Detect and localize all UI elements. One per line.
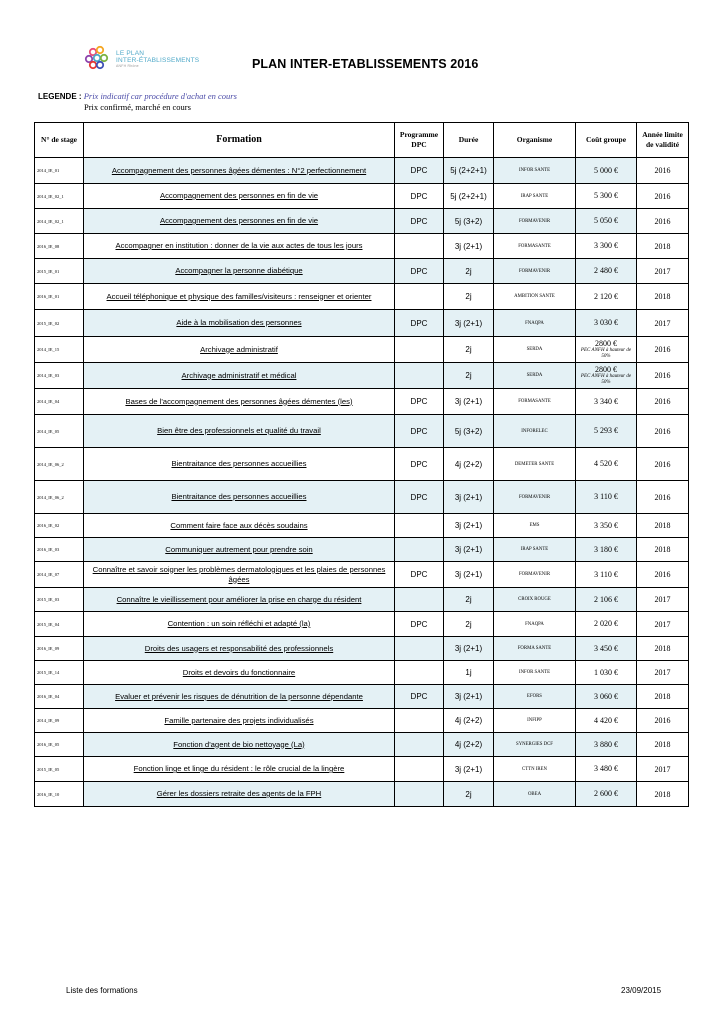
cell-formation: Accompagnement des personnes en fin de vie: [84, 209, 395, 234]
cell-annee: 2016: [637, 415, 689, 448]
header-cout: Coût groupe: [576, 123, 637, 158]
cell-programme: [395, 337, 444, 363]
cell-formation: Accompagnement des personnes âgées démentes : N°2 perfectionnement: [84, 158, 395, 184]
cell-organisme: OBEA: [494, 782, 576, 807]
cell-annee: 2018: [637, 284, 689, 310]
cell-annee: 2018: [637, 538, 689, 562]
cell-organisme: SERDA: [494, 363, 576, 389]
cell-programme: [395, 234, 444, 259]
table-row: [35, 259, 689, 284]
cell-formation: Accompagner en institution : donner de la vie aux actes de tous les jours: [84, 234, 395, 259]
cost-value: 4 420 €: [594, 715, 618, 725]
table-row: [35, 209, 689, 234]
cell-duree: 3j (2+1): [444, 514, 494, 538]
cell-code: 2014_IE_01: [35, 158, 84, 184]
cell-duree: 3j (2+1): [444, 562, 494, 588]
cost-value: 3 030 €: [594, 318, 618, 327]
cost-value: 3 110 €: [594, 569, 618, 579]
cell-programme: [395, 733, 444, 757]
cell-cout: [576, 757, 637, 782]
cell-formation: Accompagner la personne diabétique: [84, 259, 395, 284]
cell-formation: Bien être des professionnels et qualité du travail: [84, 415, 395, 448]
cell-programme: DPC: [395, 481, 444, 514]
cell-organisme: FORMASANTE: [494, 234, 576, 259]
cost-value: 5 000 €: [594, 165, 618, 175]
legend: [38, 91, 237, 112]
cell-duree: 3j (2+1): [444, 310, 494, 337]
cell-duree: 3j (2+1): [444, 538, 494, 562]
cell-code: 2015_IE_02: [35, 310, 84, 337]
cell-duree: 4j (2+2): [444, 709, 494, 733]
cost-value: 3 350 €: [594, 520, 618, 530]
cell-annee: 2018: [637, 782, 689, 807]
table-row: [35, 481, 689, 514]
cell-annee: 2018: [637, 685, 689, 709]
table-row: [35, 310, 689, 337]
cell-programme: [395, 538, 444, 562]
cell-programme: [395, 661, 444, 685]
cost-value: 3 880 €: [594, 739, 618, 749]
cell-code: 2016_IE_08: [35, 234, 84, 259]
cost-value: 5 293 €: [594, 426, 618, 435]
cell-formation: Archivage administratif et médical: [84, 363, 395, 389]
cell-duree: 3j (2+1): [444, 481, 494, 514]
cell-programme: [395, 284, 444, 310]
cell-cout: [576, 733, 637, 757]
cell-duree: 2j: [444, 612, 494, 637]
table-row: [35, 448, 689, 481]
cost-value: 2 120 €: [594, 291, 618, 301]
cell-code: 2014_IE_06_2: [35, 448, 84, 481]
table-row: [35, 637, 689, 661]
cell-code: 2016_IE_09: [35, 637, 84, 661]
cell-organisme: INFOR SANTE: [494, 158, 576, 184]
cell-programme: [395, 757, 444, 782]
cost-note: PEC ANFH à hauteur de 50%: [580, 347, 632, 359]
cell-organisme: FORMAVENIR: [494, 209, 576, 234]
cell-cout: [576, 310, 637, 337]
cell-code: 2016_IE_10: [35, 782, 84, 807]
cell-programme: DPC: [395, 562, 444, 588]
cell-duree: 3j (2+1): [444, 389, 494, 415]
cell-annee: 2016: [637, 481, 689, 514]
cell-organisme: IRAP SANTE: [494, 184, 576, 209]
cell-formation: Bases de l'accompagnement des personnes âgées démentes (les): [84, 389, 395, 415]
cell-programme: DPC: [395, 259, 444, 284]
cell-cout: [576, 415, 637, 448]
table-row: [35, 757, 689, 782]
table-row: [35, 782, 689, 807]
cell-duree: 5j (3+2): [444, 415, 494, 448]
cell-formation: Comment faire face aux décès soudains: [84, 514, 395, 538]
cell-code: 2015_IE_14: [35, 661, 84, 685]
cost-value: 2 106 €: [594, 594, 618, 604]
cell-cout: [576, 514, 637, 538]
cell-annee: 2017: [637, 661, 689, 685]
cell-programme: DPC: [395, 389, 444, 415]
header-organisme: Organisme: [494, 123, 576, 158]
cell-annee: 2016: [637, 709, 689, 733]
cell-duree: 2j: [444, 259, 494, 284]
cell-formation: Communiquer autrement pour prendre soin: [84, 538, 395, 562]
cell-annee: 2017: [637, 612, 689, 637]
cell-cout: [576, 284, 637, 310]
logo-line3: ANFH Rhône: [116, 64, 139, 68]
cost-value: 3 340 €: [594, 396, 618, 406]
cost-value: 2 020 €: [594, 619, 618, 628]
cell-annee: 2017: [637, 310, 689, 337]
cell-programme: [395, 709, 444, 733]
cell-formation: Connaître le vieillissement pour améliorer la prise en charge du résident: [84, 588, 395, 612]
cell-cout: [576, 538, 637, 562]
cell-code: 2014_IE_02_1: [35, 209, 84, 234]
cell-cout: [576, 588, 637, 612]
table-row: [35, 685, 689, 709]
cell-formation: Bientraitance des personnes accueillies: [84, 481, 395, 514]
table-row: [35, 733, 689, 757]
cell-cout: [576, 448, 637, 481]
cell-annee: 2016: [637, 389, 689, 415]
cell-formation: Famille partenaire des projets individualisés: [84, 709, 395, 733]
table-row: [35, 588, 689, 612]
cell-programme: DPC: [395, 209, 444, 234]
cost-value: 5 050 €: [594, 216, 618, 225]
cell-formation: Archivage administratif: [84, 337, 395, 363]
cell-annee: 2017: [637, 757, 689, 782]
cell-duree: 2j: [444, 588, 494, 612]
cell-organisme: FORMAVENIR: [494, 481, 576, 514]
cost-note: PEC ANFH à hauteur de 50%: [580, 373, 632, 385]
cell-organisme: AMBITION SANTE: [494, 284, 576, 310]
cell-cout: [576, 612, 637, 637]
cell-formation: Connaître et savoir soigner les problèmes dermatologiques et les plaies de personnes âgées: [84, 562, 395, 588]
cost-value: 3 060 €: [594, 691, 618, 701]
legend-label: LEGENDE :: [38, 92, 82, 101]
formations-table: [34, 122, 689, 807]
cell-cout: [576, 709, 637, 733]
cell-duree: 2j: [444, 284, 494, 310]
cell-duree: 4j (2+2): [444, 733, 494, 757]
cell-duree: 3j (2+1): [444, 685, 494, 709]
logo: [84, 44, 204, 80]
cell-organisme: INFIPP: [494, 709, 576, 733]
cell-annee: 2018: [637, 733, 689, 757]
cell-duree: 3j (2+1): [444, 637, 494, 661]
cell-formation: Aide à la mobilisation des personnes: [84, 310, 395, 337]
cell-annee: 2016: [637, 209, 689, 234]
cost-value: 3 110 €: [594, 492, 618, 501]
cell-duree: 5j (3+2): [444, 209, 494, 234]
cost-value: 2800 €: [595, 338, 617, 348]
table-row: [35, 538, 689, 562]
cell-duree: 5j (2+2+1): [444, 184, 494, 209]
cost-value: 5 300 €: [594, 191, 618, 200]
cell-code: 2014_IE_05: [35, 415, 84, 448]
cost-value: 1 030 €: [594, 667, 618, 677]
cell-organisme: FORMA SANTE: [494, 637, 576, 661]
cell-organisme: FORMAVENIR: [494, 562, 576, 588]
cell-code: 2015_IE_03: [35, 588, 84, 612]
cell-organisme: EMS: [494, 514, 576, 538]
header-annee: Année limite de validité: [637, 123, 689, 158]
cell-cout: [576, 782, 637, 807]
cell-cout: [576, 363, 637, 389]
cell-annee: 2016: [637, 363, 689, 389]
logo-line2: INTER-ÉTABLISSEMENTS: [116, 57, 200, 64]
table-row: [35, 612, 689, 637]
table-row: [35, 709, 689, 733]
table-row: [35, 337, 689, 363]
cell-annee: 2016: [637, 158, 689, 184]
logo-circles-icon: [84, 44, 114, 74]
table-row: [35, 389, 689, 415]
cell-cout: [576, 259, 637, 284]
cell-cout: [576, 637, 637, 661]
cell-duree: 2j: [444, 782, 494, 807]
legend-confirmed-price: Prix confirmé, marché en cours: [84, 102, 191, 112]
cell-programme: [395, 588, 444, 612]
cell-formation: Fonction d'agent de bio nettoyage (La): [84, 733, 395, 757]
cell-code: 2016_IE_02: [35, 514, 84, 538]
cell-annee: 2016: [637, 448, 689, 481]
cell-formation: Contention : un soin réfléchi et adapté (la): [84, 612, 395, 637]
table-row: [35, 363, 689, 389]
cell-organisme: FNAQPA: [494, 310, 576, 337]
cell-duree: 2j: [444, 337, 494, 363]
cell-organisme: FORMAVENIR: [494, 259, 576, 284]
table-row: [35, 661, 689, 685]
table-row: [35, 184, 689, 209]
cell-duree: 5j (2+2+1): [444, 158, 494, 184]
cell-annee: 2018: [637, 234, 689, 259]
page-title: PLAN INTER-ETABLISSEMENTS 2016: [252, 57, 479, 71]
cell-cout: [576, 337, 637, 363]
cell-programme: [395, 782, 444, 807]
cell-code: 2015_IE_05: [35, 757, 84, 782]
table-body: [35, 158, 689, 807]
cell-annee: 2016: [637, 337, 689, 363]
footer-title: Liste des formations: [66, 986, 138, 995]
cell-programme: DPC: [395, 310, 444, 337]
logo-text: [116, 50, 199, 69]
cell-organisme: SERDA: [494, 337, 576, 363]
cell-cout: [576, 562, 637, 588]
cell-organisme: IRAP SANTE: [494, 538, 576, 562]
cell-duree: 3j (2+1): [444, 757, 494, 782]
table-row: [35, 234, 689, 259]
cell-cout: [576, 158, 637, 184]
cell-duree: 1j: [444, 661, 494, 685]
cell-annee: 2016: [637, 562, 689, 588]
cell-organisme: FORMASANTE: [494, 389, 576, 415]
cell-annee: 2017: [637, 259, 689, 284]
cell-programme: DPC: [395, 612, 444, 637]
cell-programme: [395, 514, 444, 538]
table-row: [35, 158, 689, 184]
cell-cout: [576, 661, 637, 685]
cell-programme: DPC: [395, 158, 444, 184]
cell-programme: DPC: [395, 448, 444, 481]
cell-formation: Gérer les dossiers retraite des agents de la FPH: [84, 782, 395, 807]
cost-value: 2800 €: [595, 364, 617, 374]
cell-code: 2014_IE_09: [35, 709, 84, 733]
table-row: [35, 415, 689, 448]
cell-code: 2014_IE_15: [35, 337, 84, 363]
cell-cout: [576, 184, 637, 209]
cell-organisme: SYNERGIES DCF: [494, 733, 576, 757]
header-duree: Durée: [444, 123, 494, 158]
cost-value: 2 480 €: [594, 266, 618, 275]
cell-programme: DPC: [395, 415, 444, 448]
header-programme: Programme DPC: [395, 123, 444, 158]
table-header-row: [35, 123, 689, 158]
cell-programme: [395, 363, 444, 389]
cell-code: 2016_IE_03: [35, 538, 84, 562]
cell-organisme: DEMETER SANTE: [494, 448, 576, 481]
cell-organisme: CROIX ROUGE: [494, 588, 576, 612]
cell-code: 2014_IE_02_1: [35, 184, 84, 209]
cell-annee: 2016: [637, 184, 689, 209]
table-row: [35, 514, 689, 538]
cell-formation: Bientraitance des personnes accueillies: [84, 448, 395, 481]
cell-programme: [395, 637, 444, 661]
cell-code: 2014_IE_06_2: [35, 481, 84, 514]
cell-duree: 2j: [444, 363, 494, 389]
cell-formation: Accompagnement des personnes en fin de vie: [84, 184, 395, 209]
cell-cout: [576, 209, 637, 234]
cell-duree: 4j (2+2): [444, 448, 494, 481]
cell-formation: Evaluer et prévenir les risques de dénutrition de la personne dépendante: [84, 685, 395, 709]
cost-value: 3 180 €: [594, 544, 618, 554]
cell-code: 2016_IE_01: [35, 284, 84, 310]
cell-formation: Droits des usagers et responsabilité des professionnels: [84, 637, 395, 661]
cost-value: 3 480 €: [594, 764, 618, 773]
cell-formation: Fonction linge et linge du résident : le rôle crucial de la lingère: [84, 757, 395, 782]
cell-duree: 3j (2+1): [444, 234, 494, 259]
cell-organisme: INFOR SANTE: [494, 661, 576, 685]
cell-cout: [576, 389, 637, 415]
cell-organisme: EFORS: [494, 685, 576, 709]
cell-code: 2014_IE_03: [35, 363, 84, 389]
cell-code: 2016_IE_04: [35, 685, 84, 709]
cell-code: 2015_IE_01: [35, 259, 84, 284]
cell-annee: 2018: [637, 637, 689, 661]
cell-code: 2014_IE_07: [35, 562, 84, 588]
cell-code: 2015_IE_04: [35, 612, 84, 637]
header-formation: Formation: [84, 123, 395, 158]
cost-value: 3 450 €: [594, 643, 618, 653]
header-code: N° de stage: [35, 123, 84, 158]
cost-value: 4 520 €: [594, 459, 618, 468]
cost-value: 3 300 €: [594, 241, 618, 250]
table-row: [35, 284, 689, 310]
cell-programme: DPC: [395, 685, 444, 709]
logo-line1: LE PLAN: [116, 50, 145, 57]
cell-cout: [576, 685, 637, 709]
cost-value: 2 600 €: [594, 789, 618, 798]
table-row: [35, 562, 689, 588]
cell-cout: [576, 234, 637, 259]
cell-organisme: CTTN IREN: [494, 757, 576, 782]
cell-formation: Accueil téléphonique et physique des familles/visiteurs : renseigner et orienter: [84, 284, 395, 310]
cell-formation: Droits et devoirs du fonctionnaire: [84, 661, 395, 685]
cell-annee: 2017: [637, 588, 689, 612]
cell-programme: DPC: [395, 184, 444, 209]
cell-cout: [576, 481, 637, 514]
cell-code: 2014_IE_04: [35, 389, 84, 415]
cell-annee: 2018: [637, 514, 689, 538]
cell-code: 2016_IE_05: [35, 733, 84, 757]
footer-date: 23/09/2015: [621, 986, 662, 995]
cell-organisme: FNAQPA: [494, 612, 576, 637]
cell-organisme: INFORELEC: [494, 415, 576, 448]
legend-indicative-price: Prix indicatif car procédure d'achat en cours: [83, 91, 237, 101]
